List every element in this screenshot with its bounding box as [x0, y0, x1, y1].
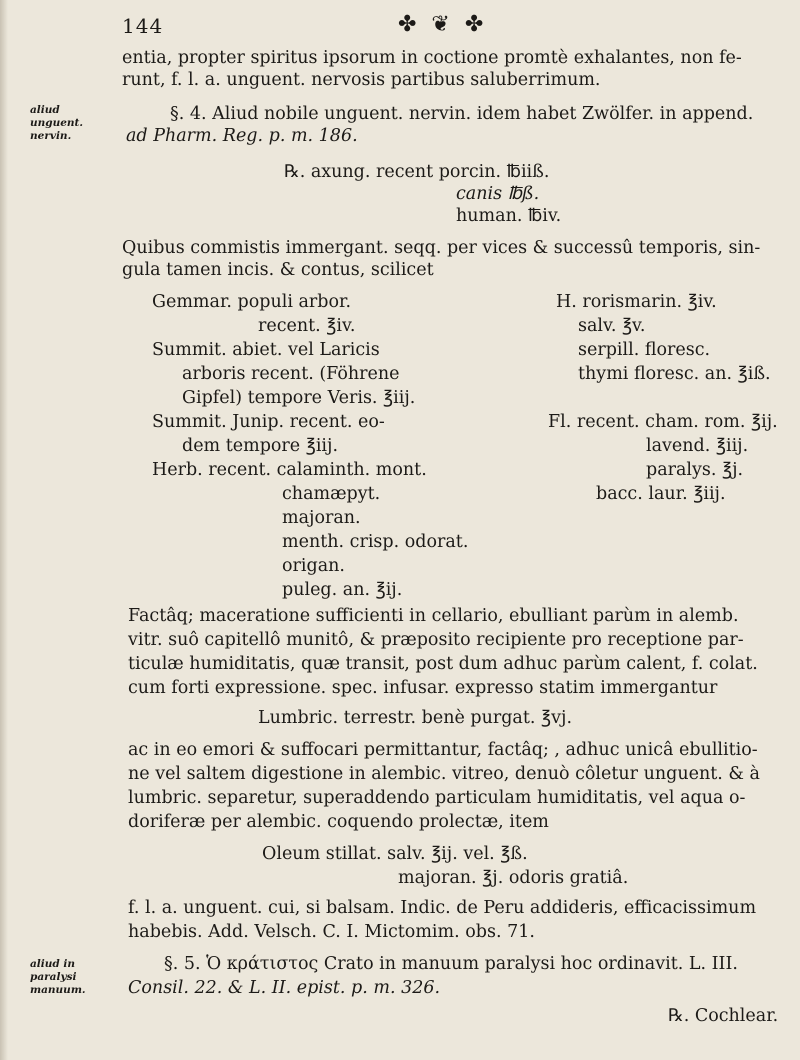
text-line-12: ticulæ humiditatis, quæ transit, post dum adhuc parùm calent, f. colat.	[128, 654, 758, 674]
text-line-22: habebis. Add. Velsch. C. I. Mictomim. obs. 71.	[128, 922, 535, 942]
text-line-24: Consil. 22. & L. II. epist. p. m. 326.	[128, 978, 441, 998]
text-line-16: ne vel saltem digestione in alembic. vitreo, denuò côletur unguent. & à	[128, 764, 760, 784]
ingredient-right-5: Fl. recent. cham. rom. ℥ij.	[548, 412, 778, 432]
text-line-4: ad Pharm. Reg. p. m. 186.	[126, 126, 358, 146]
text-line-3: §. 4. Aliud nobile unguent. nervin. idem habet Zwölfer. in append.	[170, 104, 754, 124]
ingredient-right-8: bacc. laur. ℥iij.	[596, 484, 726, 504]
ingredient-left-3: Summit. abiet. vel Laricis	[152, 340, 380, 360]
ingredient-left-2: recent. ℥iv.	[258, 316, 356, 336]
text-line-19: Oleum stillat. salv. ℥ij. vel. ℥ß.	[262, 844, 528, 864]
text-line-17: lumbric. separetur, superaddendo particulam humiditatis, vel aqua o-	[128, 788, 746, 808]
text-line-13: cum forti expressione. spec. infusar. expresso statim immergantur	[128, 678, 718, 698]
ingredient-right-3: serpill. floresc.	[578, 340, 711, 360]
page-number: 144	[122, 14, 164, 38]
text-line-2: runt, f. l. a. unguent. nervosis partibus saluberrimum.	[122, 70, 601, 90]
ingredient-left-4: arboris recent. (Föhrene	[182, 364, 400, 384]
text-line-21: f. l. a. unguent. cui, si balsam. Indic. de Peru addideris, efficacissimum	[128, 898, 757, 918]
text-line-9: gula tamen incis. & contus, scilicet	[122, 260, 434, 280]
ingredient-right-4: thymi floresc. an. ℥iß.	[578, 364, 771, 384]
recipe-line-3: human. ℔iv.	[456, 206, 562, 226]
ingredient-left-9: chamæpyt.	[282, 484, 381, 504]
recipe-line-1: ℞. axung. recent porcin. ℔iiß.	[284, 162, 550, 182]
ingredient-right-6: lavend. ℥iij.	[646, 436, 749, 456]
margin-note-2: aliud in paralysi manuum.	[30, 958, 86, 996]
text-line-23: §. 5. Ὁ κράτιστος Crato in manuum paralysi hoc ordinavit. L. III.	[164, 954, 738, 974]
text-line-18: doriferæ per alembic. coquendo prolectæ, item	[128, 812, 549, 832]
text-line-20: majoran. ℥j. odoris gratiâ.	[398, 868, 629, 888]
ingredient-right-7: paralys. ℥j.	[646, 460, 744, 480]
text-line-8: Quibus commistis immergant. seqq. per vices & successû temporis, sin-	[122, 238, 761, 258]
ingredient-left-1: Gemmar. populi arbor.	[152, 292, 352, 312]
ingredient-left-7: dem tempore ℥iij.	[182, 436, 339, 456]
ingredient-right-1: H. rorismarin. ℥iv.	[556, 292, 717, 312]
header-ornament: ✤ ❦ ✤	[398, 12, 488, 37]
ingredient-left-12: origan.	[282, 556, 345, 576]
ingredient-left-10: majoran.	[282, 508, 361, 528]
text-line-1: entia, propter spiritus ipsorum in coctione promtè exhalantes, non fe-	[122, 48, 742, 68]
catchword: ℞. Cochlear.	[668, 1006, 779, 1026]
margin-note-1: aliud unguent. nervin.	[30, 104, 84, 142]
ingredient-left-11: menth. crisp. odorat.	[282, 532, 469, 552]
ingredient-left-6: Summit. Junip. recent. eo-	[152, 412, 385, 432]
ingredient-left-5: Gipfel) tempore Veris. ℥iij.	[182, 388, 416, 408]
ingredient-left-8: Herb. recent. calaminth. mont.	[152, 460, 427, 480]
ingredient-right-2: salv. ℥v.	[578, 316, 646, 336]
text-line-10: Factâq; maceratione sufficienti in cellario, ebulliant parùm in alemb.	[128, 606, 739, 626]
recipe-line-2: canis ℔ß.	[456, 184, 540, 204]
text-line-11: vitr. suô capitellô munitô, & præposito recipiente pro receptione par-	[128, 630, 744, 650]
ingredient-left-13: puleg. an. ℥ij.	[282, 580, 403, 600]
text-line-14: Lumbric. terrestr. benè purgat. ℥vj.	[258, 708, 573, 728]
text-line-15: ac in eo emori & suffocari permittantur, factâq; , adhuc unicâ ebullitio-	[128, 740, 758, 760]
